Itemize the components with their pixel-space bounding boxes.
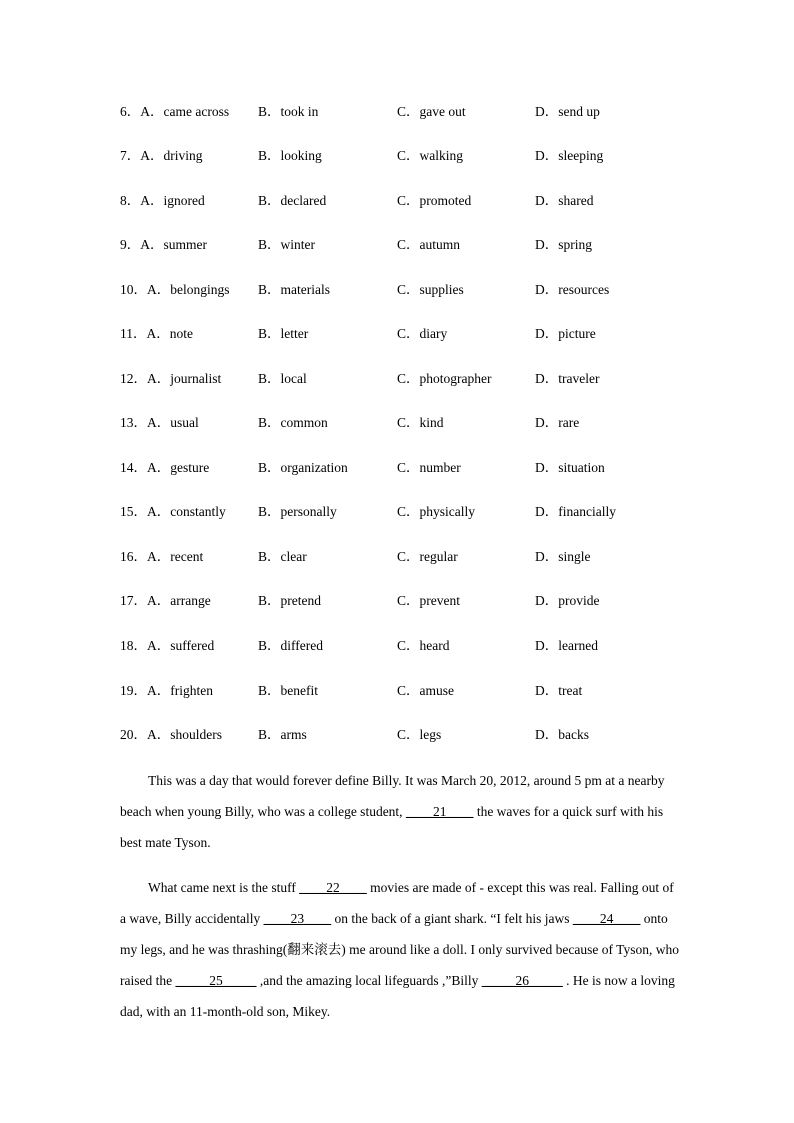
option-row xyxy=(120,280,680,300)
option-c: C．amuse xyxy=(397,683,454,698)
question-number: 19． xyxy=(120,683,147,698)
option-b: B．took in xyxy=(258,104,319,119)
option-row xyxy=(120,369,680,389)
option-c: C．heard xyxy=(397,638,450,653)
option-a: 19．A．frighten xyxy=(120,683,213,698)
option-d: D．financially xyxy=(535,504,616,519)
option-d: D．single xyxy=(535,549,591,564)
option-b: B．differed xyxy=(258,638,323,653)
option-b: B．clear xyxy=(258,549,307,564)
option-b: B．letter xyxy=(258,326,309,341)
option-a: 14．A．gesture xyxy=(120,460,210,475)
option-c: C．diary xyxy=(397,326,448,341)
option-d: D．resources xyxy=(535,282,610,297)
option-d: D．picture xyxy=(535,326,596,341)
option-c: C．number xyxy=(397,460,461,475)
option-row xyxy=(120,725,680,745)
option-a: 7．A．driving xyxy=(120,148,203,163)
option-row xyxy=(120,458,680,478)
option-d: D．spring xyxy=(535,237,592,252)
option-b: B．arms xyxy=(258,727,307,742)
option-row xyxy=(120,591,680,611)
option-a: 13．A．usual xyxy=(120,415,199,430)
option-a: 16．A．recent xyxy=(120,549,204,564)
option-c: C．supplies xyxy=(397,282,464,297)
question-number: 9． xyxy=(120,237,141,252)
option-b: B．common xyxy=(258,415,328,430)
option-row xyxy=(120,636,680,656)
option-b: B．pretend xyxy=(258,593,321,608)
question-number: 14． xyxy=(120,460,147,475)
option-row xyxy=(120,681,680,701)
paragraph-2: What came next is the stuff ____22____ movies are made of - except this was real. Falling out of a wave, Billy accidentally ____23____ on the back of a giant shark. “I felt his jaws ____24____ onto my legs, and he was thrashing(翻来滚去) me around like a doll. I only survived because of Tyson, who raised the _____25_____ ,and the amazing local lifeguards ,”Billy _____26_____ . He is now a loving dad, with an 11-month-old son, Mikey. xyxy=(120,880,679,1019)
option-b: B．declared xyxy=(258,193,327,208)
option-d: D．learned xyxy=(535,638,598,653)
option-a: 17．A．arrange xyxy=(120,593,211,608)
option-d: D．send up xyxy=(535,104,600,119)
option-a: 6．A．came across xyxy=(120,104,230,119)
option-d: D．treat xyxy=(535,683,583,698)
option-d: D．backs xyxy=(535,727,589,742)
option-d: D．situation xyxy=(535,460,605,475)
question-number: 7． xyxy=(120,148,141,163)
option-row xyxy=(120,102,680,122)
option-c: C．photographer xyxy=(397,371,492,386)
question-number: 16． xyxy=(120,549,147,564)
option-c: C．autumn xyxy=(397,237,460,252)
question-number: 15． xyxy=(120,504,147,519)
option-d: D．rare xyxy=(535,415,580,430)
blank-24: ____24____ xyxy=(572,911,641,926)
option-row xyxy=(120,547,680,567)
option-a: 8．A．ignored xyxy=(120,193,205,208)
option-row xyxy=(120,324,680,344)
option-row xyxy=(120,502,680,522)
option-a: 10．A．belongings xyxy=(120,282,230,297)
blank-25: _____25_____ xyxy=(175,973,257,988)
option-row xyxy=(120,235,680,255)
option-a: 15．A．constantly xyxy=(120,504,226,519)
option-d: D．sleeping xyxy=(535,148,604,163)
question-number: 17． xyxy=(120,593,147,608)
option-b: B．local xyxy=(258,371,307,386)
option-row xyxy=(120,413,680,433)
blank-26: _____26_____ xyxy=(481,973,563,988)
option-a: 11．A．note xyxy=(120,326,193,341)
question-number: 11． xyxy=(120,326,147,341)
option-row xyxy=(120,191,680,211)
option-c: C．gave out xyxy=(397,104,466,119)
question-number: 8． xyxy=(120,193,141,208)
question-number: 18． xyxy=(120,638,147,653)
option-d: D．shared xyxy=(535,193,594,208)
option-c: C．physically xyxy=(397,504,475,519)
option-a: 20．A．shoulders xyxy=(120,727,222,742)
option-b: B．benefit xyxy=(258,683,318,698)
paragraph-1: This was a day that would forever define Billy. It was March 20, 2012, around 5 pm at a nearby beach when young Billy, who was a college student, ____21____ the waves for a quick surf with his best mate Tyson. xyxy=(120,773,665,850)
option-c: C．walking xyxy=(397,148,463,163)
option-c: C．legs xyxy=(397,727,442,742)
option-a: 12．A．journalist xyxy=(120,371,222,386)
question-number: 20． xyxy=(120,727,147,742)
option-c: C．prevent xyxy=(397,593,460,608)
option-c: C．promoted xyxy=(397,193,472,208)
option-b: B．materials xyxy=(258,282,330,297)
blank-21: ____21____ xyxy=(405,804,474,819)
option-b: B．personally xyxy=(258,504,337,519)
option-d: D．provide xyxy=(535,593,600,608)
option-c: C．kind xyxy=(397,415,444,430)
option-d: D．traveler xyxy=(535,371,600,386)
option-a: 18．A．suffered xyxy=(120,638,215,653)
option-row xyxy=(120,146,680,166)
option-b: B．looking xyxy=(258,148,322,163)
option-c: C．regular xyxy=(397,549,458,564)
option-b: B．winter xyxy=(258,237,315,252)
blank-23: ____23____ xyxy=(263,911,332,926)
blank-22: ____22____ xyxy=(299,880,367,895)
reading-passage xyxy=(120,765,680,1027)
question-number: 13． xyxy=(120,415,147,430)
question-number: 10． xyxy=(120,282,147,297)
question-number: 12． xyxy=(120,371,147,386)
option-a: 9．A．summer xyxy=(120,237,207,252)
option-b: B．organization xyxy=(258,460,348,475)
question-number: 6． xyxy=(120,104,141,119)
